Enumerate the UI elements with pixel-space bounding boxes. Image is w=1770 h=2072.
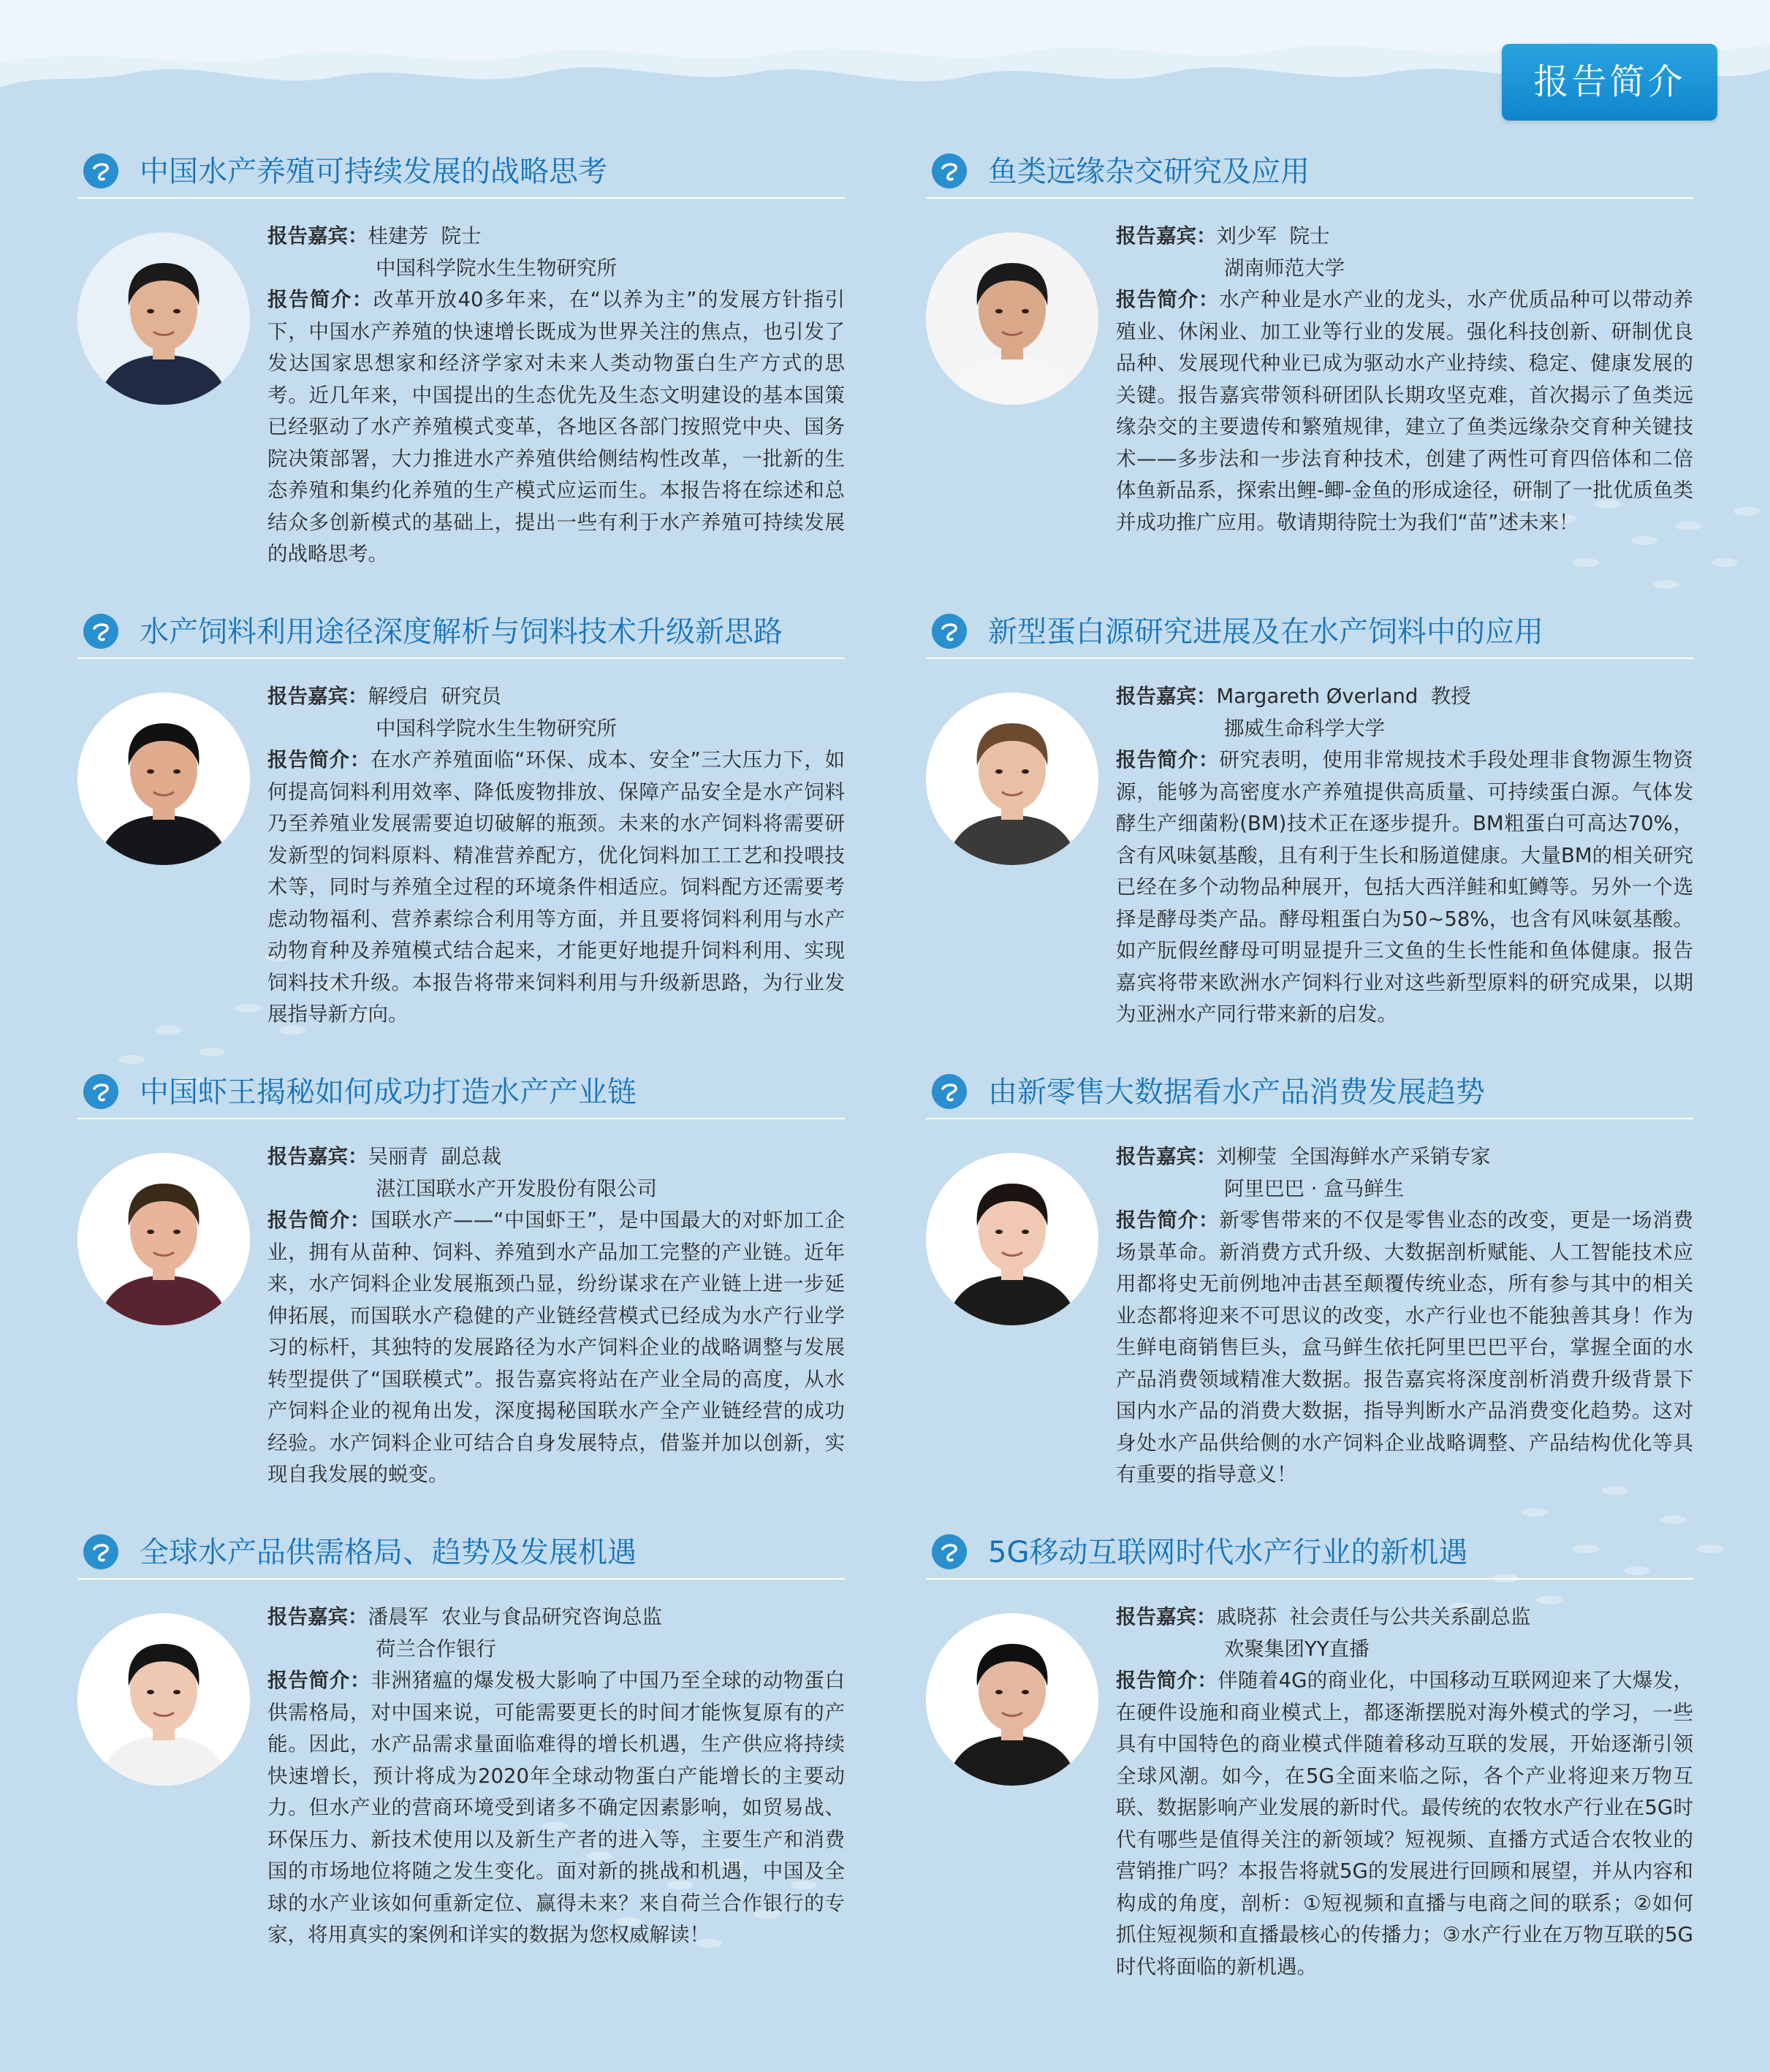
speaker-portrait [926,1153,1098,1325]
intro-label: 报告简介： [1116,288,1220,311]
intro-label: 报告简介： [1116,1669,1218,1692]
intro-text: 水产种业是水产业的龙头，水产优质品种可以带动养殖业、休闲业、加工业等行业的发展。强化科技创新、研制优良品种、发展现代种业已成为驱动水产业持续、稳定、健康发展的关键。报告嘉宾带领科研团队长期攻坚克难，首次揭示了鱼类远缘杂交的主要遗传和繁殖规律，建立了鱼类远缘杂交育种关键技术——多步法和一步法育种技术，创建了两性可育四倍体和二倍体鱼新品系，探索出鲤-鲫-金鱼的形成途径，研制了一批优质鱼类并成功推广应用。敬请期待院士为我们“苗”述未来！ [1116,288,1694,534]
speaker-name: 刘柳莹 全国海鲜水产采销专家 [1216,1145,1491,1168]
intro-text: 国联水产——“中国虾王”，是中国最大的对虾加工企业，拥有从苗种、饲料、养殖到水产品加工完整的产业链。近年来，水产饲料企业发展瓶颈凸显，纷纷谋求在产业链上进一步延伸拓展，而国联水产稳健的产业链经营模式已经成为水产行业学习的标杆，其独特的发展路径为水产饲料企业的战略调整与发展转型提供了“国联模式”。报告嘉宾将站在产业全局的高度，从水产饲料企业的视角出发，深度揭秘国联水产全产业链经营的成功经验。水产饲料企业可结合自身发展特点，借鉴并加以创新，实现自我发展的蜕变。 [267,1208,845,1486]
report-card [77,606,846,1026]
speaker-portrait [77,232,250,405]
report-intro [267,744,845,1031]
report-body [1116,1601,1693,1983]
portrait-illustration [926,693,1098,865]
portrait-eye-left [147,1690,154,1694]
speaker-name: 吴丽青 副总裁 [368,1145,501,1168]
intro-text: 在水产养殖面临“环保、成本、安全”三大压力下，如何提高饲料利用效率、降低废物排放、保障产品安全是水产饲料乃至养殖业发展需要迫切破解的瓶颈。未来的水产饲料将需要研发新型的饲料原料、精准营养配方，优化饲料加工工艺和投喂技术等，同时与养殖全过程的环境条件相适应。饲料配方还需要考虑动物福利、营养素综合利用等方面，并且要将饲料利用与水产动物育种及养殖模式结合起来，才能更好地提升饲料利用、实现饲料技术升级。本报告将带来饲料利用与升级新思路，为行业发展指导新方向。 [267,748,846,1026]
portrait-eye-left [995,769,1003,774]
portrait-eye-left [995,1690,1003,1694]
portrait-eye-left [995,309,1003,313]
speaker-label: 报告嘉宾： [1116,1605,1217,1629]
report-title-row [926,606,1693,659]
speaker-label: 报告嘉宾： [267,1145,368,1168]
speaker-label: 报告嘉宾： [1116,685,1217,708]
intro-label: 报告简介： [267,1208,371,1232]
speaker-label: 报告嘉宾： [267,224,368,248]
portrait-eye-right [173,309,181,313]
report-title: 中国水产养殖可持续发展的战略思考 [140,155,607,188]
portrait-eye-right [173,1230,181,1234]
speaker-name: 戚晓荪 社会责任与公共关系副总监 [1216,1605,1531,1629]
report-card [77,1067,845,1486]
speaker-portrait [926,1613,1098,1786]
report-title-row [926,1527,1693,1580]
report-intro [1116,1665,1693,1983]
portrait-eye-right [173,1690,181,1694]
report-title: 水产饲料利用途径深度解析与饲料技术升级新思路 [140,615,783,649]
report-intro [1116,1205,1693,1491]
fish-hook-icon [932,1074,967,1109]
speaker-line [267,1141,845,1173]
portrait-illustration [77,232,250,405]
speaker-label: 报告嘉宾： [267,685,368,708]
portrait-eye-left [995,1230,1003,1234]
speaker-line [1116,681,1693,713]
intro-label: 报告简介： [267,1669,371,1692]
speaker-line [267,1601,845,1634]
report-title-row [926,1067,1693,1119]
speaker-label: 报告嘉宾： [1116,224,1217,248]
portrait-eye-right [1022,769,1029,774]
speaker-name: 潘晨军 农业与食品研究咨询总监 [368,1605,662,1629]
speaker-line [267,221,845,253]
speaker-affiliation: 阿里巴巴 · 盒马鲜生 [1224,1176,1405,1200]
report-card [926,1527,1693,1978]
report-body [1116,221,1693,538]
intro-text: 改革开放40多年来，在“以养为主”的发展方针指引下，中国水产养殖的快速增长既成为世界关注的焦点，也引发了发达国家思想家和经济学家对未来人类动物蛋白生产方式的思考。近几年来，中国提出的生态优先及生态文明建设的基本国策已经驱动了水产养殖模式变革，各地区各部门按照党中央、国务院决策部署，大力推进水产养殖供给侧结构性改革，一批新的生态养殖和集约化养殖的生产模式应运而生。本报告将在综述和总结众多创新模式的基础上，提出一些有利于水产养殖可持续发展的战略思考。 [267,288,845,565]
intro-label: 报告简介： [267,748,371,772]
speaker-affiliation: 湖南师范大学 [1224,256,1345,280]
portrait-eye-left [147,309,154,313]
intro-label: 报告简介： [1116,748,1220,772]
intro-label: 报告简介： [1116,1208,1220,1232]
intro-text: 非洲猪瘟的爆发极大影响了中国乃至全球的动物蛋白供需格局，对中国来说，可能需要更长的时间才能恢复原有的产能。因此，水产品需求量面临难得的增长机遇，生产供应将持续快速增长，预计将成为2020年全球动物蛋白产能增长的主要动力。但水产业的营商环境受到诸多不确定因素影响，如贸易战、环保压力、新技术使用以及新生产者的进入等，主要生产和消费国的市场地位将随之发生变化。面对新的挑战和机遇，中国及全球的水产业该如何重新定位、赢得未来？来自荷兰合作银行的专家，将用真实的案例和详实的数据为您权威解读！ [267,1669,846,1946]
speaker-name: 刘少军 院士 [1216,224,1330,248]
report-body [1116,1141,1693,1491]
speaker-line [1116,221,1693,253]
report-intro [267,1665,845,1951]
speaker-portrait [77,693,250,865]
report-card [926,146,1694,534]
speaker-affiliation: 中国科学院水生生物研究所 [376,256,617,280]
report-body [267,1141,845,1491]
report-body [267,221,845,571]
report-card [77,146,845,565]
intro-text: 研究表明，使用非常规技术手段处理非食物源生物资源，能够为高密度水产养殖提供高质量、可持续蛋白源。气体发酵生产细菌粉(BM)技术正在逐步提升。BM粗蛋白可高达70%，含有风味氨基酸，且有利于生长和肠道健康。大量BM的相关研究已经在多个动物品种展开，包括大西洋鲑和虹鳟等。另外一个选择是酵母类产品。酵母粗蛋白为50~58%，也含有风味氨基酸。如产朊假丝酵母可明显提升三文鱼的生长性能和鱼体健康。报告嘉宾将带来欧洲水产饲料行业对这些新型原料的研究成果，以期为亚洲水产同行带来新的启发。 [1116,748,1694,1026]
report-intro [1116,284,1693,538]
speaker-affiliation: 荷兰合作银行 [376,1637,496,1661]
report-title: 由新零售大数据看水产品消费发展趋势 [988,1075,1485,1109]
report-body [1116,681,1693,1031]
report-title: 5G移动互联网时代水产行业的新机遇 [988,1536,1468,1569]
speaker-affiliation: 挪威生命科学大学 [1224,716,1385,740]
speaker-line [1116,1141,1693,1173]
section-badge: 报告简介 [1502,44,1717,121]
fish-hook-icon [932,1534,967,1569]
fish-hook-icon [83,1074,118,1109]
report-card [926,606,1694,1026]
portrait-eye-right [1022,1690,1029,1694]
speaker-label: 报告嘉宾： [1116,1145,1217,1168]
report-title-row [77,606,845,659]
speaker-line [267,681,845,713]
speaker-name: 解绶启 研究员 [368,685,501,708]
report-title-row [77,1527,845,1580]
report-title: 中国虾王揭秘如何成功打造水产产业链 [140,1075,637,1109]
report-title-row [926,146,1693,199]
intro-text: 伴随着4G的商业化，中国移动互联网迎来了大爆发，在硬件设施和商业模式上，都逐渐摆脱对海外模式的学习，一些具有中国特色的商业模式伴随着移动互联的发展，开始逐渐引领全球风潮。如今，在5G全面来临之际，各个产业将迎来万物互联、数据影响产业发展的新时代。最传统的农牧水产行业在5G时代有哪些是值得关注的新领域？短视频、直播方式适合农牧业的营销推广吗？本报告将就5G的发展进行回顾和展望，并从内容和构成的角度，剖析：①短视频和直播与电商之间的联系；②如何抓住短视频和直播最核心的传播力；③水产行业在万物互联的5G时代将面临的新机遇。 [1116,1669,1693,1978]
portrait-illustration [77,1153,250,1325]
report-card [926,1067,1694,1486]
report-body [267,1601,845,1951]
portrait-eye-left [147,1230,154,1234]
portrait-illustration [926,1613,1098,1786]
portrait-illustration [926,1153,1098,1325]
report-card [77,1527,846,1946]
report-title-row [77,146,845,199]
speaker-affiliation: 湛江国联水产开发股份有限公司 [376,1176,657,1200]
portrait-illustration [77,693,250,865]
portrait-eye-left [147,769,154,774]
speaker-line [1116,1601,1693,1634]
portrait-eye-right [1022,1230,1029,1234]
fish-hook-icon [932,153,967,188]
report-body [267,681,845,1031]
report-title: 新型蛋白源研究进展及在水产饲料中的应用 [988,615,1543,649]
fish-hook-icon [932,614,967,649]
speaker-portrait [926,693,1098,865]
report-title: 全球水产品供需格局、趋势及发展机遇 [140,1536,637,1569]
speaker-affiliation: 欢聚集团YY直播 [1224,1637,1370,1661]
fish-hook-icon [83,153,118,188]
fish-hook-icon [83,1534,118,1569]
speaker-affiliation: 中国科学院水生生物研究所 [376,716,617,740]
speaker-portrait [926,232,1098,405]
speaker-label: 报告嘉宾： [267,1605,368,1629]
report-intro [1116,744,1693,1031]
report-intro [267,1205,845,1491]
speaker-name: 桂建芳 院士 [368,224,482,248]
speaker-portrait [77,1613,250,1786]
speaker-name: Margareth Øverland 教授 [1216,685,1471,708]
portrait-eye-right [173,769,181,774]
report-intro [267,284,845,571]
intro-text: 新零售带来的不仅是零售业态的改变，更是一场消费场景革命。新消费方式升级、大数据剖析赋能、人工智能技术应用都将史无前例地冲击甚至颠覆传统业态，所有参与其中的相关业态都将迎来不可思议的改变，水产行业也不能独善其身！作为生鲜电商销售巨头，盒马鲜生依托阿里巴巴平台，掌握全面的水产品消费领域精准大数据。报告嘉宾将深度剖析消费升级背景下国内水产品的消费大数据，指导判断水产品消费变化趋势。这对身处水产品供给侧的水产饲料企业战略调整、产品结构优化等具有重要的指导意义！ [1116,1208,1694,1486]
intro-label: 报告简介： [267,288,373,311]
portrait-illustration [926,232,1098,405]
portrait-eye-right [1022,309,1029,313]
report-title-row [77,1067,845,1119]
report-title: 鱼类远缘杂交研究及应用 [988,155,1310,188]
fish-hook-icon [83,614,118,649]
speaker-portrait [77,1153,250,1325]
portrait-illustration [77,1613,250,1786]
